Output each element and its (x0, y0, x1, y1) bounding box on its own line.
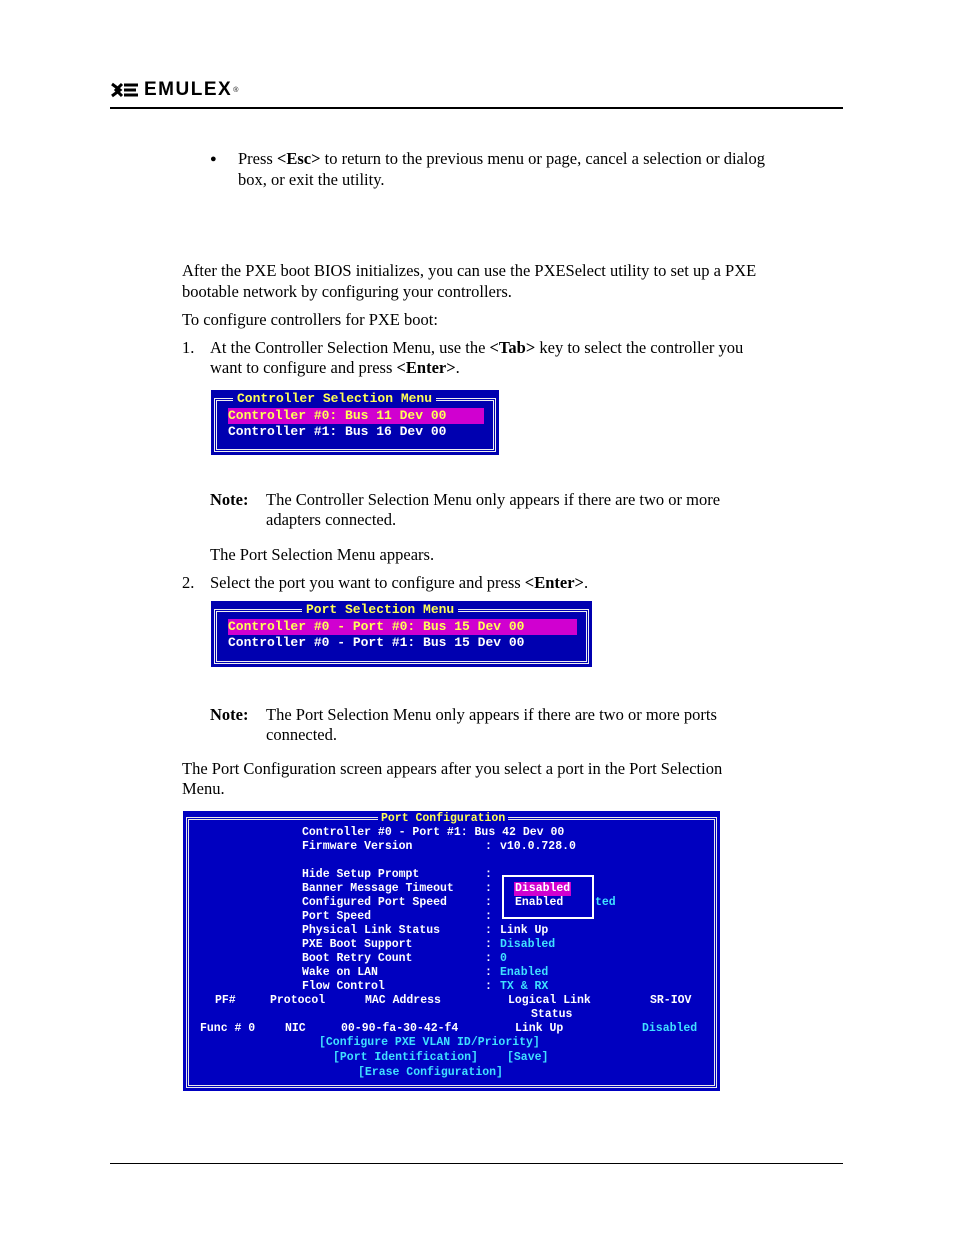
emulex-logo (110, 80, 238, 100)
port-identification-button[interactable]: [Port Identification] (333, 1051, 478, 1064)
brand-name: EMULEX (144, 79, 233, 100)
save-button[interactable]: [Save] (507, 1051, 549, 1064)
field-label-pxe-boot-support: PXE Boot Support (302, 938, 413, 951)
field-value-pxe-boot-support[interactable]: Disabled (500, 938, 556, 951)
field-label-configured-port-speed: Configured Port Speed (302, 896, 447, 909)
col-header-status: Status (531, 1008, 573, 1021)
erase-configuration-button[interactable]: [Erase Configuration] (358, 1066, 503, 1079)
field-label-flow-control: Flow Control (302, 980, 385, 993)
field-value-wake-on-lan[interactable]: Enabled (500, 966, 549, 979)
menu-title: Port Selection Menu (302, 602, 458, 618)
menu-title: Controller Selection Menu (233, 391, 436, 407)
field-sep: : (485, 910, 492, 923)
controller-port-line: Controller #0 - Port #1: Bus 42 Dev 00 (302, 826, 565, 839)
field-sep: : (485, 966, 492, 979)
intro-lead: To configure controllers for PXE boot: (182, 310, 438, 329)
intro-line2: bootable network by configuring your controllers. (182, 282, 512, 301)
step1-line2: want to configure and press <Enter>. (210, 358, 460, 377)
configure-vlan-button[interactable]: [Configure PXE VLAN ID/Priority] (319, 1036, 540, 1049)
field-sep: : (485, 980, 492, 993)
row-mac: 00-90-fa-30-42-f4 (341, 1022, 459, 1035)
emulex-mark-icon (110, 82, 140, 98)
popup-option-disabled[interactable]: Disabled (515, 882, 571, 895)
intro-line1: After the PXE boot BIOS initializes, you can use the PXESelect utility to set up a PXE (182, 261, 757, 280)
step2-line: Select the port you want to configure and press <Enter>. (210, 573, 589, 592)
col-header-logical-link: Logical Link (508, 994, 591, 1007)
bullet-icon: ● (210, 153, 217, 165)
step1-number: 1. (182, 338, 195, 357)
row-pf: Func # 0 (200, 1022, 256, 1035)
field-sep: : (485, 868, 492, 881)
header-rule (110, 107, 843, 109)
field-label-physical-link-status: Physical Link Status (302, 924, 441, 937)
step1-line1: At the Controller Selection Menu, use the <Tab> key to select the controller you (210, 338, 744, 357)
trademark: ® (233, 86, 239, 94)
controller-selection-menu (211, 390, 499, 455)
controller-item-1[interactable]: Controller #1: Bus 16 Dev 00 (228, 424, 447, 439)
port-config-intro-line1: The Port Configuration screen appears after you select a port in the Port Selection (182, 759, 723, 778)
row-link: Link Up (515, 1022, 564, 1035)
col-header-pf: PF# (215, 994, 236, 1007)
field-value-flow-control[interactable]: TX & RX (500, 980, 549, 993)
port-item-0[interactable]: Controller #0 - Port #0: Bus 15 Dev 00 (228, 619, 577, 635)
step2-number: 2. (182, 573, 195, 592)
col-header-protocol: Protocol (270, 994, 326, 1007)
field-value-link-status: Link Up (500, 924, 549, 937)
field-sep: : (485, 924, 492, 937)
field-label-banner-timeout: Banner Message Timeout (302, 882, 454, 895)
firmware-label: Firmware Version (302, 840, 413, 853)
field-label-wake-on-lan: Wake on LAN (302, 966, 378, 979)
note2-line1: The Port Selection Menu only appears if there are two or more ports (266, 705, 717, 724)
option-popup (502, 875, 594, 919)
note2-line2: connected. (266, 725, 338, 744)
bullet-esc-line1: Press <Esc> to return to the previous menu or page, cancel a selection or dialog (238, 149, 765, 168)
port-menu-appears: The Port Selection Menu appears. (210, 545, 435, 564)
field-value-boot-retry-count[interactable]: 0 (500, 952, 507, 965)
port-configuration-screen (183, 811, 720, 1091)
popup-option-enabled[interactable]: Enabled (515, 896, 564, 909)
port-config-intro-line2: Menu. (182, 779, 225, 798)
field-sep: : (485, 896, 492, 909)
firmware-value: v10.0.728.0 (500, 840, 576, 853)
port-item-1[interactable]: Controller #0 - Port #1: Bus 15 Dev 00 (228, 635, 525, 650)
footer-rule (110, 1163, 843, 1164)
port-selection-menu (211, 601, 592, 667)
partial-value: ted (595, 896, 616, 909)
col-header-mac: MAC Address (365, 994, 441, 1007)
row-protocol: NIC (285, 1022, 306, 1035)
firmware-sep: : (485, 840, 492, 853)
note2-label: Note: (210, 705, 249, 724)
config-title: Port Configuration (378, 812, 508, 826)
field-label-port-speed: Port Speed (302, 910, 372, 923)
note1-label: Note: (210, 490, 249, 509)
row-sriov[interactable]: Disabled (642, 1022, 698, 1035)
field-label-boot-retry-count: Boot Retry Count (302, 952, 413, 965)
field-label-hide-setup-prompt: Hide Setup Prompt (302, 868, 420, 881)
controller-item-0[interactable]: Controller #0: Bus 11 Dev 00 (228, 408, 484, 424)
bullet-esc-line2: box, or exit the utility. (238, 170, 385, 189)
field-sep: : (485, 938, 492, 951)
field-sep: : (485, 882, 492, 895)
field-sep: : (485, 952, 492, 965)
note1-line2: adapters connected. (266, 510, 397, 529)
col-header-sriov: SR-IOV (650, 994, 692, 1007)
note1-line1: The Controller Selection Menu only appears if there are two or more (266, 490, 721, 509)
